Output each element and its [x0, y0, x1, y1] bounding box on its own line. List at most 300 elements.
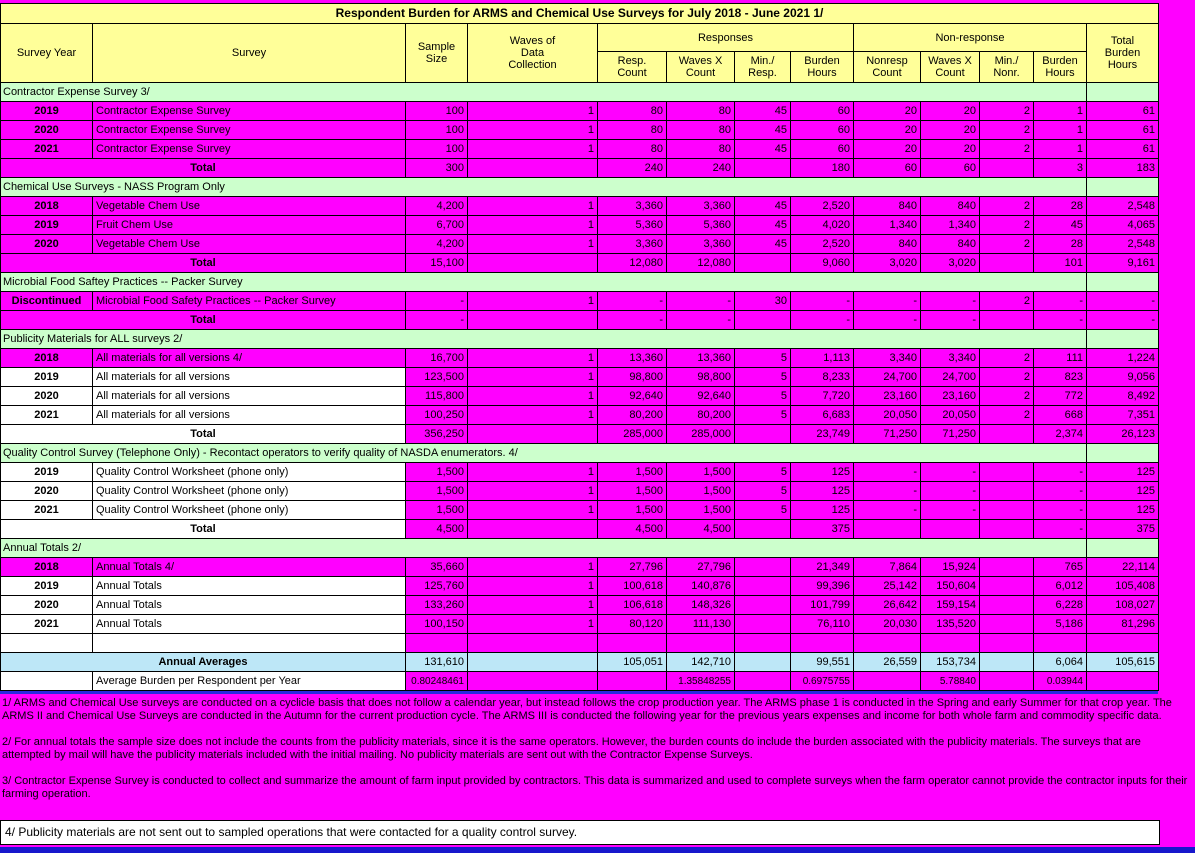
cell-value[interactable]: 30	[735, 292, 791, 311]
cell-value[interactable]: 2,548	[1087, 235, 1159, 254]
cell-value[interactable]	[980, 159, 1034, 178]
cell-value[interactable]: 1	[468, 197, 598, 216]
section-cell-end[interactable]	[1087, 273, 1159, 292]
cell-value[interactable]: 1	[1034, 102, 1087, 121]
cell-value[interactable]: 6,064	[1034, 653, 1087, 672]
cell-value[interactable]	[921, 634, 980, 653]
cell-survey-year[interactable]: 2019	[1, 463, 93, 482]
cell-value[interactable]: 4,500	[598, 520, 667, 539]
cell-value[interactable]: 135,520	[921, 615, 980, 634]
cell-value[interactable]	[735, 159, 791, 178]
col-group-responses[interactable]: Responses	[598, 24, 854, 52]
cell-value[interactable]: -	[667, 311, 735, 330]
cell-value[interactable]: 23,160	[854, 387, 921, 406]
cell-value[interactable]: 375	[791, 520, 854, 539]
cell-value[interactable]: 159,154	[921, 596, 980, 615]
cell-value[interactable]: 125	[1087, 501, 1159, 520]
cell-value[interactable]: -	[667, 292, 735, 311]
cell-value[interactable]: 25,142	[854, 577, 921, 596]
cell-value[interactable]: 27,796	[667, 558, 735, 577]
cell-survey-name[interactable]: All materials for all versions	[93, 387, 406, 406]
cell-value[interactable]: 24,700	[921, 368, 980, 387]
cell-value[interactable]: 26,642	[854, 596, 921, 615]
cell-value[interactable]: 150,604	[921, 577, 980, 596]
row-label[interactable]: Total	[1, 425, 406, 444]
cell-value[interactable]: 16,700	[406, 349, 468, 368]
cell-value[interactable]	[735, 577, 791, 596]
cell-value[interactable]	[735, 653, 791, 672]
cell-value[interactable]: 45	[735, 216, 791, 235]
cell-value[interactable]: 180	[791, 159, 854, 178]
cell-value[interactable]: 100	[406, 140, 468, 159]
cell-value[interactable]: 3,340	[921, 349, 980, 368]
cell-value[interactable]: 5	[735, 482, 791, 501]
cell-value[interactable]: 80	[667, 140, 735, 159]
section-label[interactable]: Quality Control Survey (Telephone Only) - Recontact operators to verify quality of NASDA enumerators. 4/	[1, 444, 1087, 463]
cell-value[interactable]	[735, 672, 791, 691]
cell-value[interactable]	[667, 634, 735, 653]
cell-value[interactable]: 2,520	[791, 235, 854, 254]
cell-value[interactable]: 1	[468, 387, 598, 406]
cell-value[interactable]: 20	[854, 121, 921, 140]
cell-value[interactable]: 105,408	[1087, 577, 1159, 596]
cell-value[interactable]	[980, 558, 1034, 577]
cell-value[interactable]: -	[1034, 482, 1087, 501]
cell-survey-name[interactable]: Annual Totals	[93, 596, 406, 615]
cell-value[interactable]: 8,492	[1087, 387, 1159, 406]
cell-value[interactable]	[735, 520, 791, 539]
cell-survey-year[interactable]: 2021	[1, 501, 93, 520]
cell-value[interactable]: 1.35848255	[667, 672, 735, 691]
cell-value[interactable]: -	[406, 311, 468, 330]
cell-value[interactable]: 375	[1087, 520, 1159, 539]
cell-value[interactable]: 1	[468, 482, 598, 501]
col-header-min-resp[interactable]: Min./ Resp.	[735, 52, 791, 83]
cell-value[interactable]: 0.80248461	[406, 672, 468, 691]
cell-survey-year[interactable]: 2018	[1, 349, 93, 368]
cell-value[interactable]	[468, 634, 598, 653]
cell-value[interactable]: 5	[735, 387, 791, 406]
cell-value[interactable]	[980, 634, 1034, 653]
cell-value[interactable]: 5,360	[667, 216, 735, 235]
col-header-total-burden[interactable]: Total Burden Hours	[1087, 24, 1159, 83]
cell-value[interactable]: 5	[735, 406, 791, 425]
cell-value[interactable]: 1	[468, 368, 598, 387]
cell-value[interactable]: 240	[598, 159, 667, 178]
cell-value[interactable]: 356,250	[406, 425, 468, 444]
cell-survey-year[interactable]: 2018	[1, 558, 93, 577]
col-header-waves-x-count-nonresp[interactable]: Waves X Count	[921, 52, 980, 83]
cell-value[interactable]	[468, 254, 598, 273]
section-label[interactable]: Publicity Materials for ALL surveys 2/	[1, 330, 1087, 349]
cell-value[interactable]: 28	[1034, 235, 1087, 254]
col-header-survey[interactable]: Survey	[93, 24, 406, 83]
cell-value[interactable]: 13,360	[598, 349, 667, 368]
col-header-burden-hours-resp[interactable]: Burden Hours	[791, 52, 854, 83]
cell-value[interactable]: 125	[1087, 482, 1159, 501]
cell-value[interactable]: 131,610	[406, 653, 468, 672]
cell-survey-name[interactable]: Average Burden per Respondent per Year	[93, 672, 406, 691]
cell-value[interactable]: 2	[980, 121, 1034, 140]
cell-value[interactable]: 9,060	[791, 254, 854, 273]
table-title[interactable]: Respondent Burden for ARMS and Chemical Use Surveys for July 2018 - June 2021 1/	[1, 4, 1159, 24]
cell-value[interactable]: 35,660	[406, 558, 468, 577]
cell-value[interactable]: 2	[980, 140, 1034, 159]
row-label[interactable]: Total	[1, 520, 406, 539]
cell-value[interactable]: 1,500	[667, 463, 735, 482]
cell-value[interactable]: 1	[468, 140, 598, 159]
cell-value[interactable]: 1	[468, 292, 598, 311]
cell-value[interactable]: 105,615	[1087, 653, 1159, 672]
cell-value[interactable]: 1	[468, 406, 598, 425]
cell-value[interactable]: -	[854, 292, 921, 311]
cell-survey-year[interactable]: 2020	[1, 482, 93, 501]
col-header-min-nonr[interactable]: Min./ Nonr.	[980, 52, 1034, 83]
cell-value[interactable]: 13,360	[667, 349, 735, 368]
cell-value[interactable]: 1	[468, 596, 598, 615]
cell-survey-year[interactable]	[1, 634, 93, 653]
cell-value[interactable]: 6,700	[406, 216, 468, 235]
cell-value[interactable]: 6,683	[791, 406, 854, 425]
cell-value[interactable]: 15,924	[921, 558, 980, 577]
cell-survey-name[interactable]: Contractor Expense Survey	[93, 140, 406, 159]
cell-value[interactable]: 3	[1034, 159, 1087, 178]
cell-value[interactable]: 15,100	[406, 254, 468, 273]
cell-value[interactable]: 1,113	[791, 349, 854, 368]
row-label[interactable]: Total	[1, 254, 406, 273]
cell-value[interactable]: 3,340	[854, 349, 921, 368]
cell-value[interactable]: -	[1034, 501, 1087, 520]
cell-value[interactable]: 20	[921, 140, 980, 159]
cell-value[interactable]: 71,250	[854, 425, 921, 444]
cell-value[interactable]	[980, 577, 1034, 596]
cell-value[interactable]: 9,056	[1087, 368, 1159, 387]
cell-value[interactable]: 1,500	[406, 463, 468, 482]
cell-value[interactable]: 80	[667, 102, 735, 121]
cell-value[interactable]: 1	[468, 501, 598, 520]
cell-value[interactable]	[598, 672, 667, 691]
col-header-sample-size[interactable]: Sample Size	[406, 24, 468, 83]
cell-value[interactable]	[854, 634, 921, 653]
cell-value[interactable]: 823	[1034, 368, 1087, 387]
cell-value[interactable]: 7,720	[791, 387, 854, 406]
cell-value[interactable]: 1	[1034, 121, 1087, 140]
cell-value[interactable]: 106,618	[598, 596, 667, 615]
cell-survey-year[interactable]: 2019	[1, 368, 93, 387]
cell-value[interactable]: -	[921, 311, 980, 330]
cell-value[interactable]: 183	[1087, 159, 1159, 178]
cell-value[interactable]: 111	[1034, 349, 1087, 368]
cell-value[interactable]: 80,200	[667, 406, 735, 425]
cell-value[interactable]: 4,200	[406, 235, 468, 254]
cell-value[interactable]: 125,760	[406, 577, 468, 596]
cell-value[interactable]: 668	[1034, 406, 1087, 425]
cell-value[interactable]: 1,224	[1087, 349, 1159, 368]
cell-value[interactable]: 3,360	[598, 197, 667, 216]
cell-value[interactable]: 61	[1087, 102, 1159, 121]
cell-value[interactable]: 133,260	[406, 596, 468, 615]
cell-survey-name[interactable]: Quality Control Worksheet (phone only)	[93, 482, 406, 501]
cell-value[interactable]: -	[854, 482, 921, 501]
cell-survey-year[interactable]: 2020	[1, 121, 93, 140]
cell-value[interactable]: 80,200	[598, 406, 667, 425]
cell-value[interactable]: 285,000	[667, 425, 735, 444]
cell-survey-name[interactable]	[93, 634, 406, 653]
section-cell-end[interactable]	[1087, 444, 1159, 463]
cell-value[interactable]: 2	[980, 102, 1034, 121]
cell-value[interactable]: 26,559	[854, 653, 921, 672]
cell-value[interactable]: 153,734	[921, 653, 980, 672]
cell-value[interactable]: 61	[1087, 121, 1159, 140]
cell-value[interactable]	[598, 634, 667, 653]
cell-value[interactable]: 60	[791, 121, 854, 140]
cell-value[interactable]	[735, 558, 791, 577]
cell-value[interactable]: 61	[1087, 140, 1159, 159]
cell-value[interactable]: 125	[791, 501, 854, 520]
cell-value[interactable]: -	[1034, 292, 1087, 311]
cell-value[interactable]: 60	[791, 140, 854, 159]
cell-value[interactable]: 80	[598, 102, 667, 121]
cell-value[interactable]: 115,800	[406, 387, 468, 406]
cell-value[interactable]: 300	[406, 159, 468, 178]
cell-value[interactable]: -	[1087, 311, 1159, 330]
cell-value[interactable]: 1	[468, 463, 598, 482]
row-label[interactable]: Annual Averages	[1, 653, 406, 672]
cell-value[interactable]: -	[1034, 463, 1087, 482]
cell-value[interactable]: 60	[854, 159, 921, 178]
cell-value[interactable]	[468, 311, 598, 330]
cell-value[interactable]	[854, 520, 921, 539]
col-header-nonresp-count[interactable]: Nonresp Count	[854, 52, 921, 83]
cell-value[interactable]: 140,876	[667, 577, 735, 596]
cell-value[interactable]: 1	[468, 349, 598, 368]
cell-value[interactable]: 45	[735, 197, 791, 216]
cell-value[interactable]: 26,123	[1087, 425, 1159, 444]
cell-value[interactable]: -	[791, 292, 854, 311]
cell-value[interactable]: 2	[980, 406, 1034, 425]
cell-value[interactable]	[980, 254, 1034, 273]
cell-survey-year[interactable]: 2020	[1, 235, 93, 254]
col-header-waves[interactable]: Waves of Data Collection	[468, 24, 598, 83]
cell-value[interactable]: 101	[1034, 254, 1087, 273]
section-label[interactable]: Annual Totals 2/	[1, 539, 1087, 558]
cell-survey-name[interactable]: Quality Control Worksheet (phone only)	[93, 463, 406, 482]
cell-value[interactable]	[980, 672, 1034, 691]
cell-value[interactable]: 840	[921, 235, 980, 254]
cell-survey-name[interactable]: Annual Totals	[93, 577, 406, 596]
section-cell-end[interactable]	[1087, 539, 1159, 558]
cell-value[interactable]: 840	[854, 197, 921, 216]
cell-value[interactable]: -	[921, 482, 980, 501]
cell-value[interactable]: 12,080	[598, 254, 667, 273]
cell-value[interactable]: -	[1034, 311, 1087, 330]
cell-value[interactable]	[791, 634, 854, 653]
cell-survey-year[interactable]: 2020	[1, 596, 93, 615]
cell-value[interactable]: 20	[921, 102, 980, 121]
cell-value[interactable]: 2	[980, 197, 1034, 216]
cell-value[interactable]	[468, 672, 598, 691]
cell-value[interactable]: 5,360	[598, 216, 667, 235]
cell-value[interactable]: 2	[980, 216, 1034, 235]
cell-survey-name[interactable]: Quality Control Worksheet (phone only)	[93, 501, 406, 520]
section-cell-end[interactable]	[1087, 83, 1159, 102]
cell-value[interactable]: -	[598, 292, 667, 311]
cell-value[interactable]: -	[1034, 520, 1087, 539]
cell-value[interactable]	[735, 634, 791, 653]
cell-value[interactable]: 1	[468, 577, 598, 596]
cell-value[interactable]	[468, 520, 598, 539]
cell-value[interactable]: 840	[854, 235, 921, 254]
cell-value[interactable]: 3,360	[667, 235, 735, 254]
section-cell-end[interactable]	[1087, 178, 1159, 197]
cell-value[interactable]: 28	[1034, 197, 1087, 216]
cell-value[interactable]	[980, 596, 1034, 615]
cell-value[interactable]: 45	[1034, 216, 1087, 235]
cell-value[interactable]: -	[921, 292, 980, 311]
cell-value[interactable]: 100	[406, 102, 468, 121]
cell-survey-name[interactable]: Fruit Chem Use	[93, 216, 406, 235]
cell-value[interactable]	[1087, 672, 1159, 691]
cell-value[interactable]: 1	[468, 102, 598, 121]
cell-value[interactable]: 23,749	[791, 425, 854, 444]
cell-value[interactable]	[980, 501, 1034, 520]
col-header-waves-x-count-resp[interactable]: Waves X Count	[667, 52, 735, 83]
cell-value[interactable]: 5.78840	[921, 672, 980, 691]
cell-survey-year[interactable]: 2020	[1, 387, 93, 406]
cell-value[interactable]	[735, 596, 791, 615]
cell-value[interactable]: 2	[980, 235, 1034, 254]
section-label[interactable]: Contractor Expense Survey 3/	[1, 83, 1087, 102]
cell-value[interactable]: 80	[598, 121, 667, 140]
cell-value[interactable]: 1	[468, 235, 598, 254]
cell-value[interactable]: 2,374	[1034, 425, 1087, 444]
cell-survey-year[interactable]: 2019	[1, 102, 93, 121]
cell-survey-year[interactable]: Discontinued	[1, 292, 93, 311]
cell-survey-name[interactable]: All materials for all versions	[93, 406, 406, 425]
cell-value[interactable]: 240	[667, 159, 735, 178]
cell-value[interactable]: 3,360	[667, 197, 735, 216]
cell-value[interactable]: 4,065	[1087, 216, 1159, 235]
cell-value[interactable]: 23,160	[921, 387, 980, 406]
cell-value[interactable]: 1,500	[406, 501, 468, 520]
cell-value[interactable]: 20	[854, 102, 921, 121]
cell-value[interactable]: 1,500	[598, 501, 667, 520]
cell-value[interactable]: 5	[735, 463, 791, 482]
cell-value[interactable]: 765	[1034, 558, 1087, 577]
cell-value[interactable]: 1	[1034, 140, 1087, 159]
cell-value[interactable]: 20	[854, 140, 921, 159]
cell-value[interactable]: 100,618	[598, 577, 667, 596]
cell-survey-name[interactable]: All materials for all versions	[93, 368, 406, 387]
cell-value[interactable]: 81,296	[1087, 615, 1159, 634]
cell-value[interactable]: -	[854, 501, 921, 520]
cell-value[interactable]	[854, 672, 921, 691]
cell-value[interactable]: -	[854, 463, 921, 482]
cell-value[interactable]: 1,500	[598, 482, 667, 501]
col-header-resp-count[interactable]: Resp. Count	[598, 52, 667, 83]
cell-value[interactable]: 111,130	[667, 615, 735, 634]
cell-value[interactable]: 6,012	[1034, 577, 1087, 596]
cell-value[interactable]: 45	[735, 140, 791, 159]
cell-value[interactable]: 1,340	[921, 216, 980, 235]
cell-value[interactable]	[980, 463, 1034, 482]
section-cell-end[interactable]	[1087, 330, 1159, 349]
cell-survey-name[interactable]: Contractor Expense Survey	[93, 102, 406, 121]
cell-value[interactable]: 5	[735, 501, 791, 520]
cell-value[interactable]: -	[791, 311, 854, 330]
cell-survey-year[interactable]: 2021	[1, 615, 93, 634]
cell-value[interactable]: 20,050	[854, 406, 921, 425]
cell-survey-year[interactable]: 2018	[1, 197, 93, 216]
cell-survey-year[interactable]: 2021	[1, 406, 93, 425]
cell-value[interactable]: 98,800	[598, 368, 667, 387]
cell-value[interactable]: 142,710	[667, 653, 735, 672]
cell-value[interactable]: 3,020	[921, 254, 980, 273]
cell-value[interactable]: 1,340	[854, 216, 921, 235]
row-label[interactable]: Total	[1, 311, 406, 330]
cell-value[interactable]	[735, 311, 791, 330]
cell-value[interactable]: 285,000	[598, 425, 667, 444]
cell-value[interactable]: 7,351	[1087, 406, 1159, 425]
cell-value[interactable]: 60	[791, 102, 854, 121]
cell-survey-name[interactable]: Annual Totals	[93, 615, 406, 634]
row-label[interactable]: Total	[1, 159, 406, 178]
cell-value[interactable]: 1,500	[667, 501, 735, 520]
cell-value[interactable]: 4,020	[791, 216, 854, 235]
cell-value[interactable]: 4,500	[667, 520, 735, 539]
cell-value[interactable]: -	[921, 501, 980, 520]
cell-value[interactable]: 5	[735, 349, 791, 368]
section-label[interactable]: Chemical Use Surveys - NASS Program Only	[1, 178, 1087, 197]
cell-value[interactable]: 80,120	[598, 615, 667, 634]
cell-value[interactable]: 1,500	[598, 463, 667, 482]
cell-value[interactable]: 21,349	[791, 558, 854, 577]
cell-value[interactable]: 98,800	[667, 368, 735, 387]
cell-value[interactable]: -	[406, 292, 468, 311]
cell-value[interactable]	[468, 425, 598, 444]
cell-value[interactable]: 6,228	[1034, 596, 1087, 615]
cell-survey-year[interactable]: 2019	[1, 216, 93, 235]
cell-value[interactable]: 148,326	[667, 596, 735, 615]
cell-survey-year[interactable]: 2019	[1, 577, 93, 596]
cell-value[interactable]	[735, 254, 791, 273]
cell-value[interactable]: 60	[921, 159, 980, 178]
cell-value[interactable]: 5,186	[1034, 615, 1087, 634]
cell-survey-year[interactable]: 2021	[1, 140, 93, 159]
cell-value[interactable]: 2,548	[1087, 197, 1159, 216]
cell-value[interactable]: 45	[735, 102, 791, 121]
cell-value[interactable]: 4,200	[406, 197, 468, 216]
cell-value[interactable]: 80	[598, 140, 667, 159]
cell-value[interactable]: 1,500	[406, 482, 468, 501]
cell-value[interactable]: 3,360	[598, 235, 667, 254]
cell-value[interactable]: -	[598, 311, 667, 330]
cell-value[interactable]: 45	[735, 235, 791, 254]
cell-survey-name[interactable]: Contractor Expense Survey	[93, 121, 406, 140]
cell-survey-year[interactable]	[1, 672, 93, 691]
cell-value[interactable]	[735, 425, 791, 444]
cell-value[interactable]: 105,051	[598, 653, 667, 672]
cell-value[interactable]: 1	[468, 216, 598, 235]
cell-value[interactable]	[980, 520, 1034, 539]
cell-value[interactable]: 2,520	[791, 197, 854, 216]
cell-value[interactable]	[735, 615, 791, 634]
cell-value[interactable]: 0.6975755	[791, 672, 854, 691]
cell-value[interactable]: 2	[980, 292, 1034, 311]
cell-value[interactable]: 101,799	[791, 596, 854, 615]
cell-value[interactable]: 20	[921, 121, 980, 140]
cell-value[interactable]: 20,050	[921, 406, 980, 425]
